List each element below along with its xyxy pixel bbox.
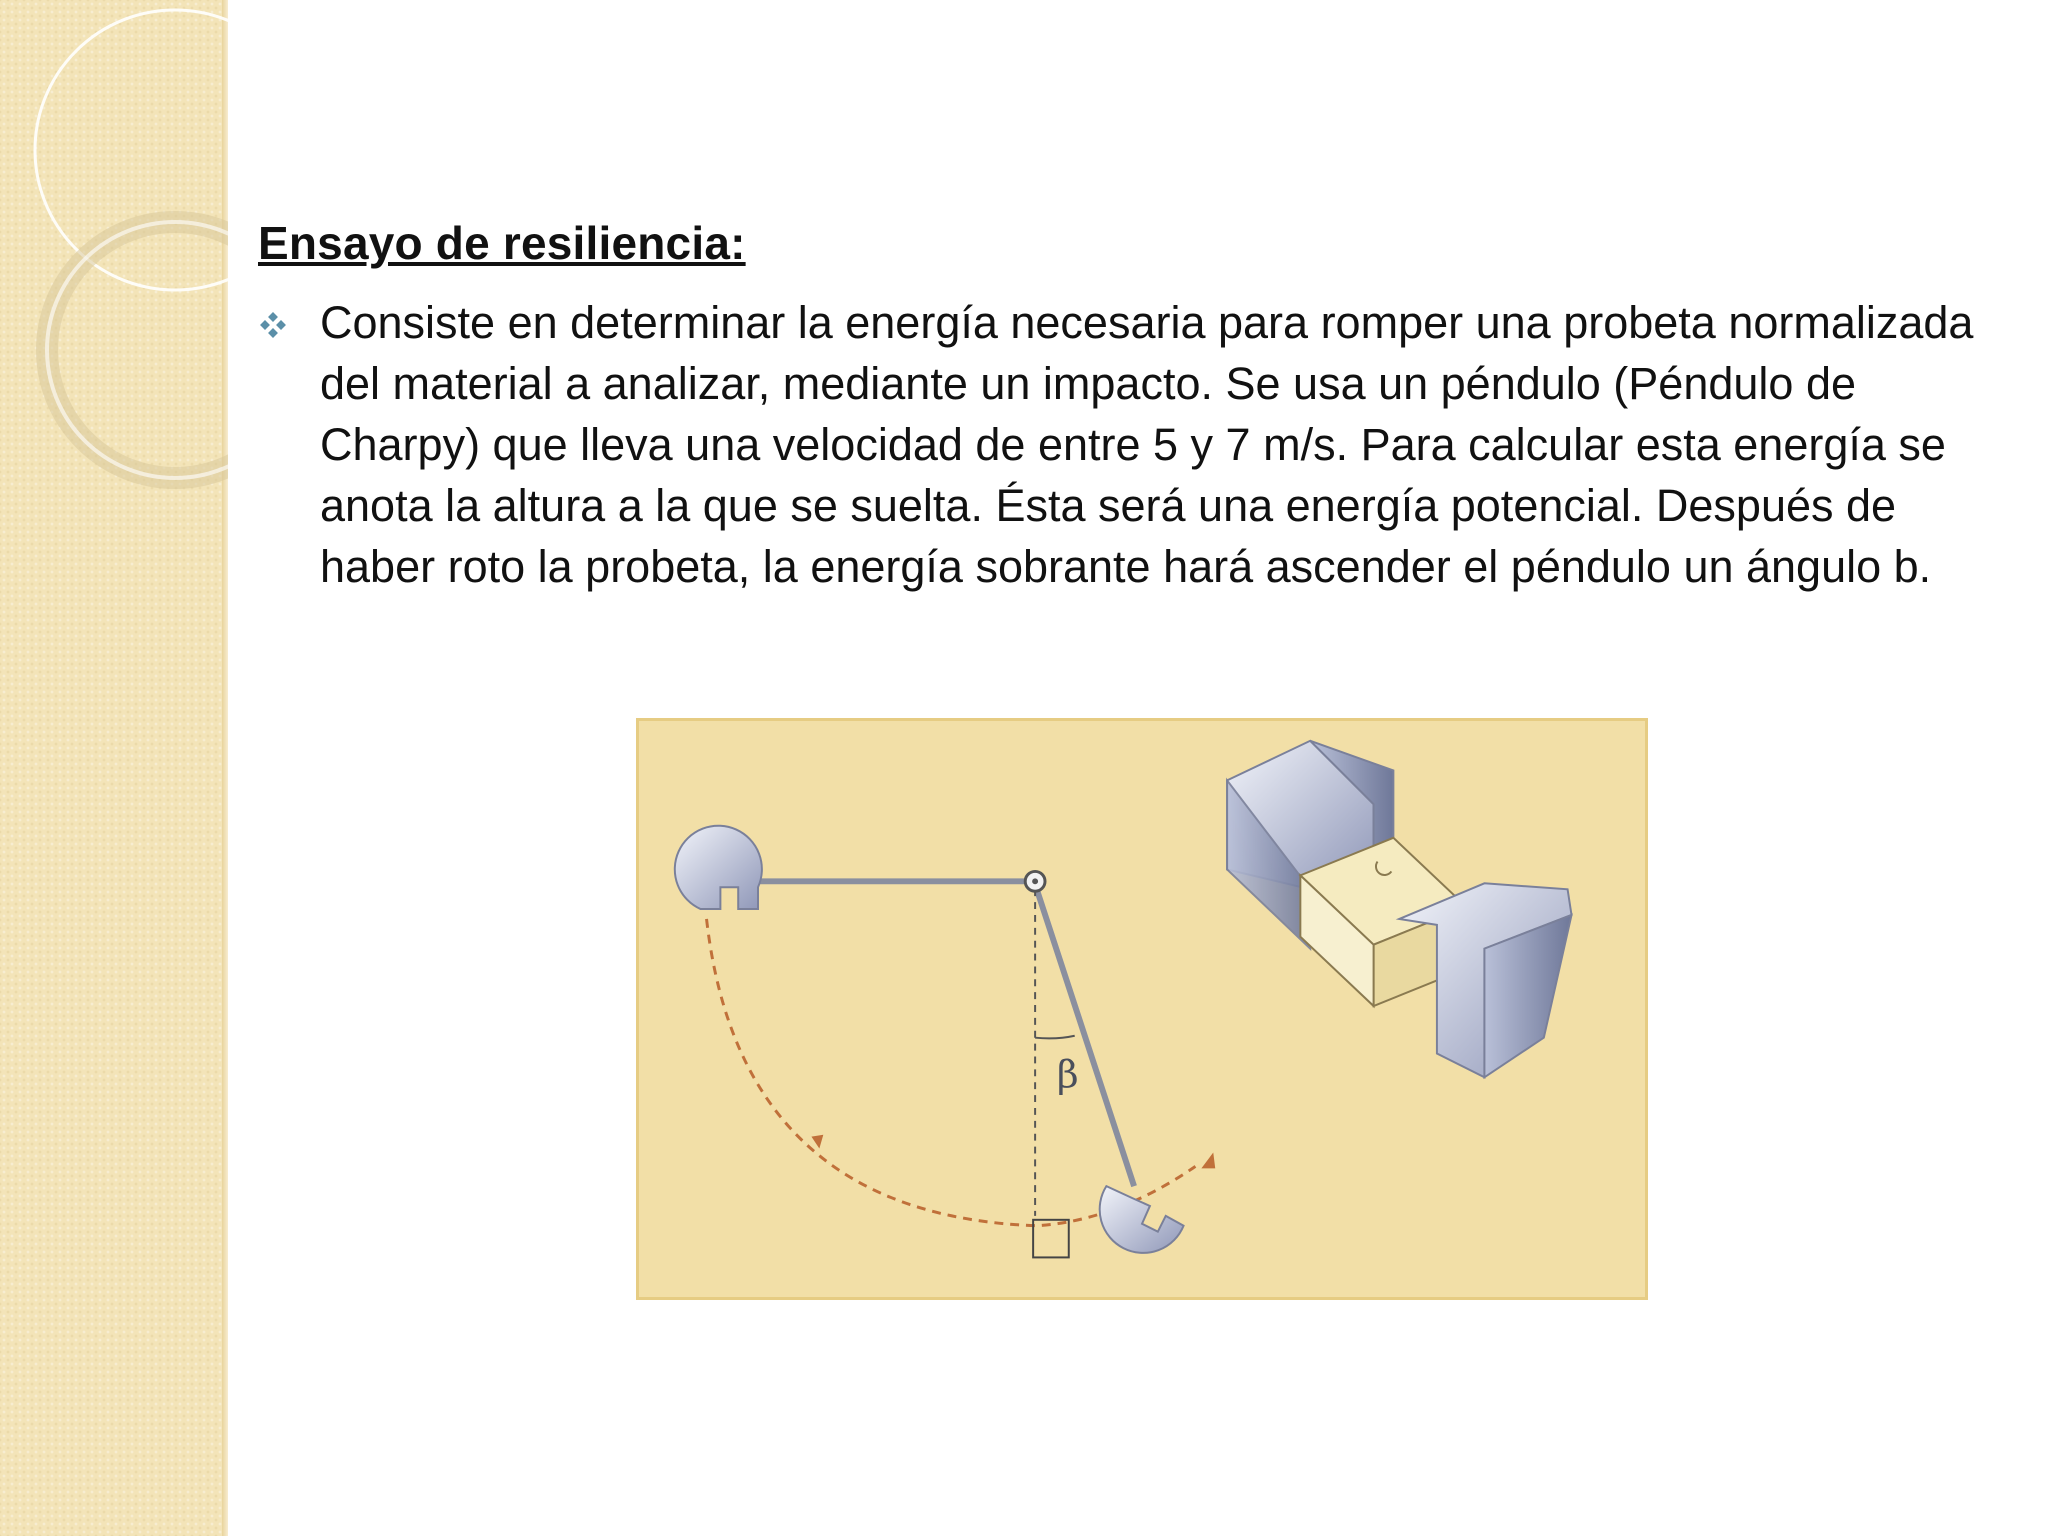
bullet-item (258, 292, 1998, 597)
charpy-pendulum-figure (636, 718, 1648, 1300)
swing-arc (707, 919, 1196, 1226)
diamond-dots-icon (258, 310, 288, 340)
pendulum-hammer-start (675, 826, 762, 909)
slide-title: Ensayo de resiliencia: (258, 217, 746, 269)
arc-arrow-down (811, 1135, 823, 1149)
decorative-rings (0, 0, 228, 520)
arc-arrow-up (1201, 1153, 1215, 1169)
specimen-square (1033, 1220, 1069, 1258)
pendulum-arm-end (1035, 884, 1134, 1186)
beta-arc (1035, 1036, 1075, 1039)
bullet-paragraph: Consiste en determinar la energía necesaria para romper una probeta normalizada del material a analizar, mediante un impacto. Se usa un péndulo (Péndulo de Charpy) que lleva una velocidad de entre 5 y 7 m/s. Para calcular esta energía se anota la altura a la que se suelta. Ésta será una energía potencial. Después de haber roto la probeta, la energía sobrante hará ascender el péndulo un ángulo b. (320, 297, 1974, 592)
charpy-diagram (639, 721, 1645, 1297)
pivot-center (1032, 878, 1038, 884)
pendulum-hammer-end (1100, 1186, 1184, 1253)
angle-label: β (1056, 1052, 1079, 1097)
anvil-specimen-detail (1227, 741, 1571, 1077)
